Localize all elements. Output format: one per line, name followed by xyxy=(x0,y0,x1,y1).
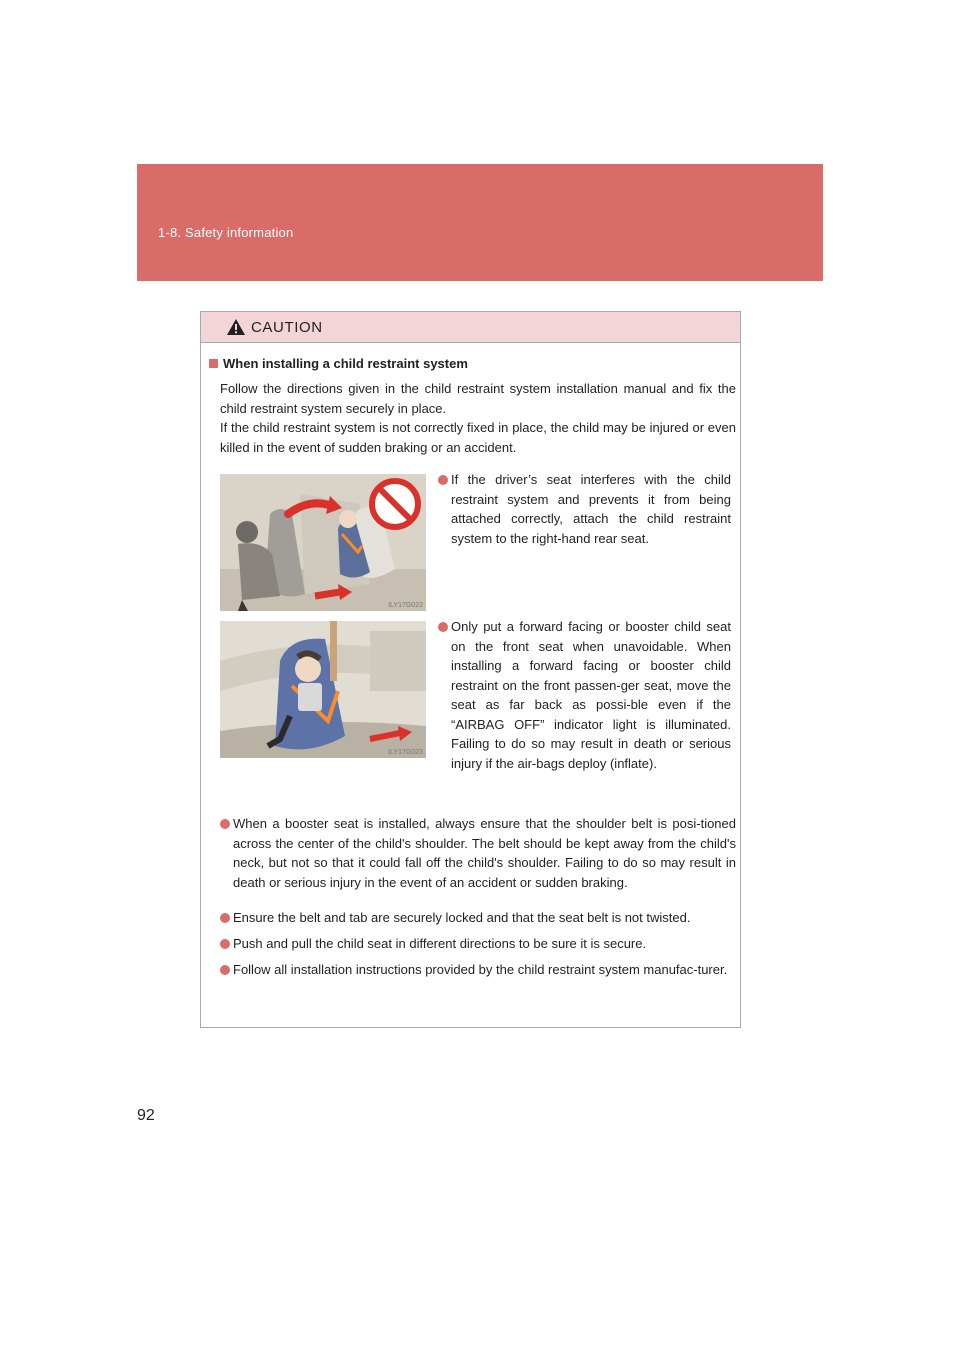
front-seat-illustration xyxy=(220,621,426,758)
bullet-item xyxy=(220,814,736,892)
paragraph: Follow the directions given in the child restraint system installation manual and fix the child restraint system securely in place. xyxy=(220,381,736,416)
image-code: ILY17G023 xyxy=(388,749,423,756)
bullet-item xyxy=(220,960,736,980)
bullet-item xyxy=(438,470,731,548)
caution-label: CAUTION xyxy=(251,319,323,336)
subheading-text: When installing a child restraint system xyxy=(223,356,468,371)
caution-box xyxy=(200,311,741,1028)
bullet-item xyxy=(220,908,736,928)
subheading xyxy=(209,356,468,371)
bullet-dot-icon xyxy=(438,475,448,485)
section-title: 1-8. Safety information xyxy=(158,225,294,240)
bullet-dot-icon xyxy=(220,913,230,923)
bullet-item xyxy=(438,617,731,773)
paragraph: If the child restraint system is not correctly fixed in place, the child may be injured or even killed in the event of sudden braking or an accident. xyxy=(220,420,736,455)
bullet-text: Ensure the belt and tab are securely locked and that the seat belt is not twisted. xyxy=(233,910,691,925)
bullet-text: When a booster seat is installed, always ensure that the shoulder belt is posi-tioned across the center of the child's shoulder. The belt should be kept away from the child's neck, but not so that it could fall off the child's shoulder. Failing to do so may result in death or serious injury in the event of an accident or sudden braking. xyxy=(233,816,736,890)
image-code: ILY17G022 xyxy=(388,602,423,609)
bullet-dot-icon xyxy=(438,622,448,632)
driver-seat-illustration xyxy=(220,474,426,611)
bullet-text: Follow all installation instructions provided by the child restraint system manufac-turer. xyxy=(233,962,728,977)
page-number: 92 xyxy=(137,1107,155,1124)
bullet-text: If the driver’s seat interferes with the child restraint system and prevents it from being attached correctly, attach the child restraint system to the right-hand rear seat. xyxy=(451,472,731,546)
caution-header xyxy=(201,312,740,343)
bullet-dot-icon xyxy=(220,819,230,829)
bullet-text: Only put a forward facing or booster child seat on the front seat when unavoidable. When installing a forward facing or booster child restraint on the front passen-ger seat, move the seat as far back as possi-ble even if the “AIRBAG OFF” indicator light is illuminated. Failing to do so may result in death or serious injury if the air-bags deploy (inflate). xyxy=(451,619,731,771)
warning-triangle-icon xyxy=(226,318,246,336)
front-seat-drawing xyxy=(220,621,426,758)
bullet-dot-icon xyxy=(220,939,230,949)
bullet-item xyxy=(220,934,736,954)
square-bullet-icon xyxy=(209,359,218,368)
driver-seat-drawing xyxy=(220,474,426,611)
bullet-text: Push and pull the child seat in different directions to be sure it is secure. xyxy=(233,936,647,951)
header-band xyxy=(137,164,823,281)
bullet-dot-icon xyxy=(220,965,230,975)
